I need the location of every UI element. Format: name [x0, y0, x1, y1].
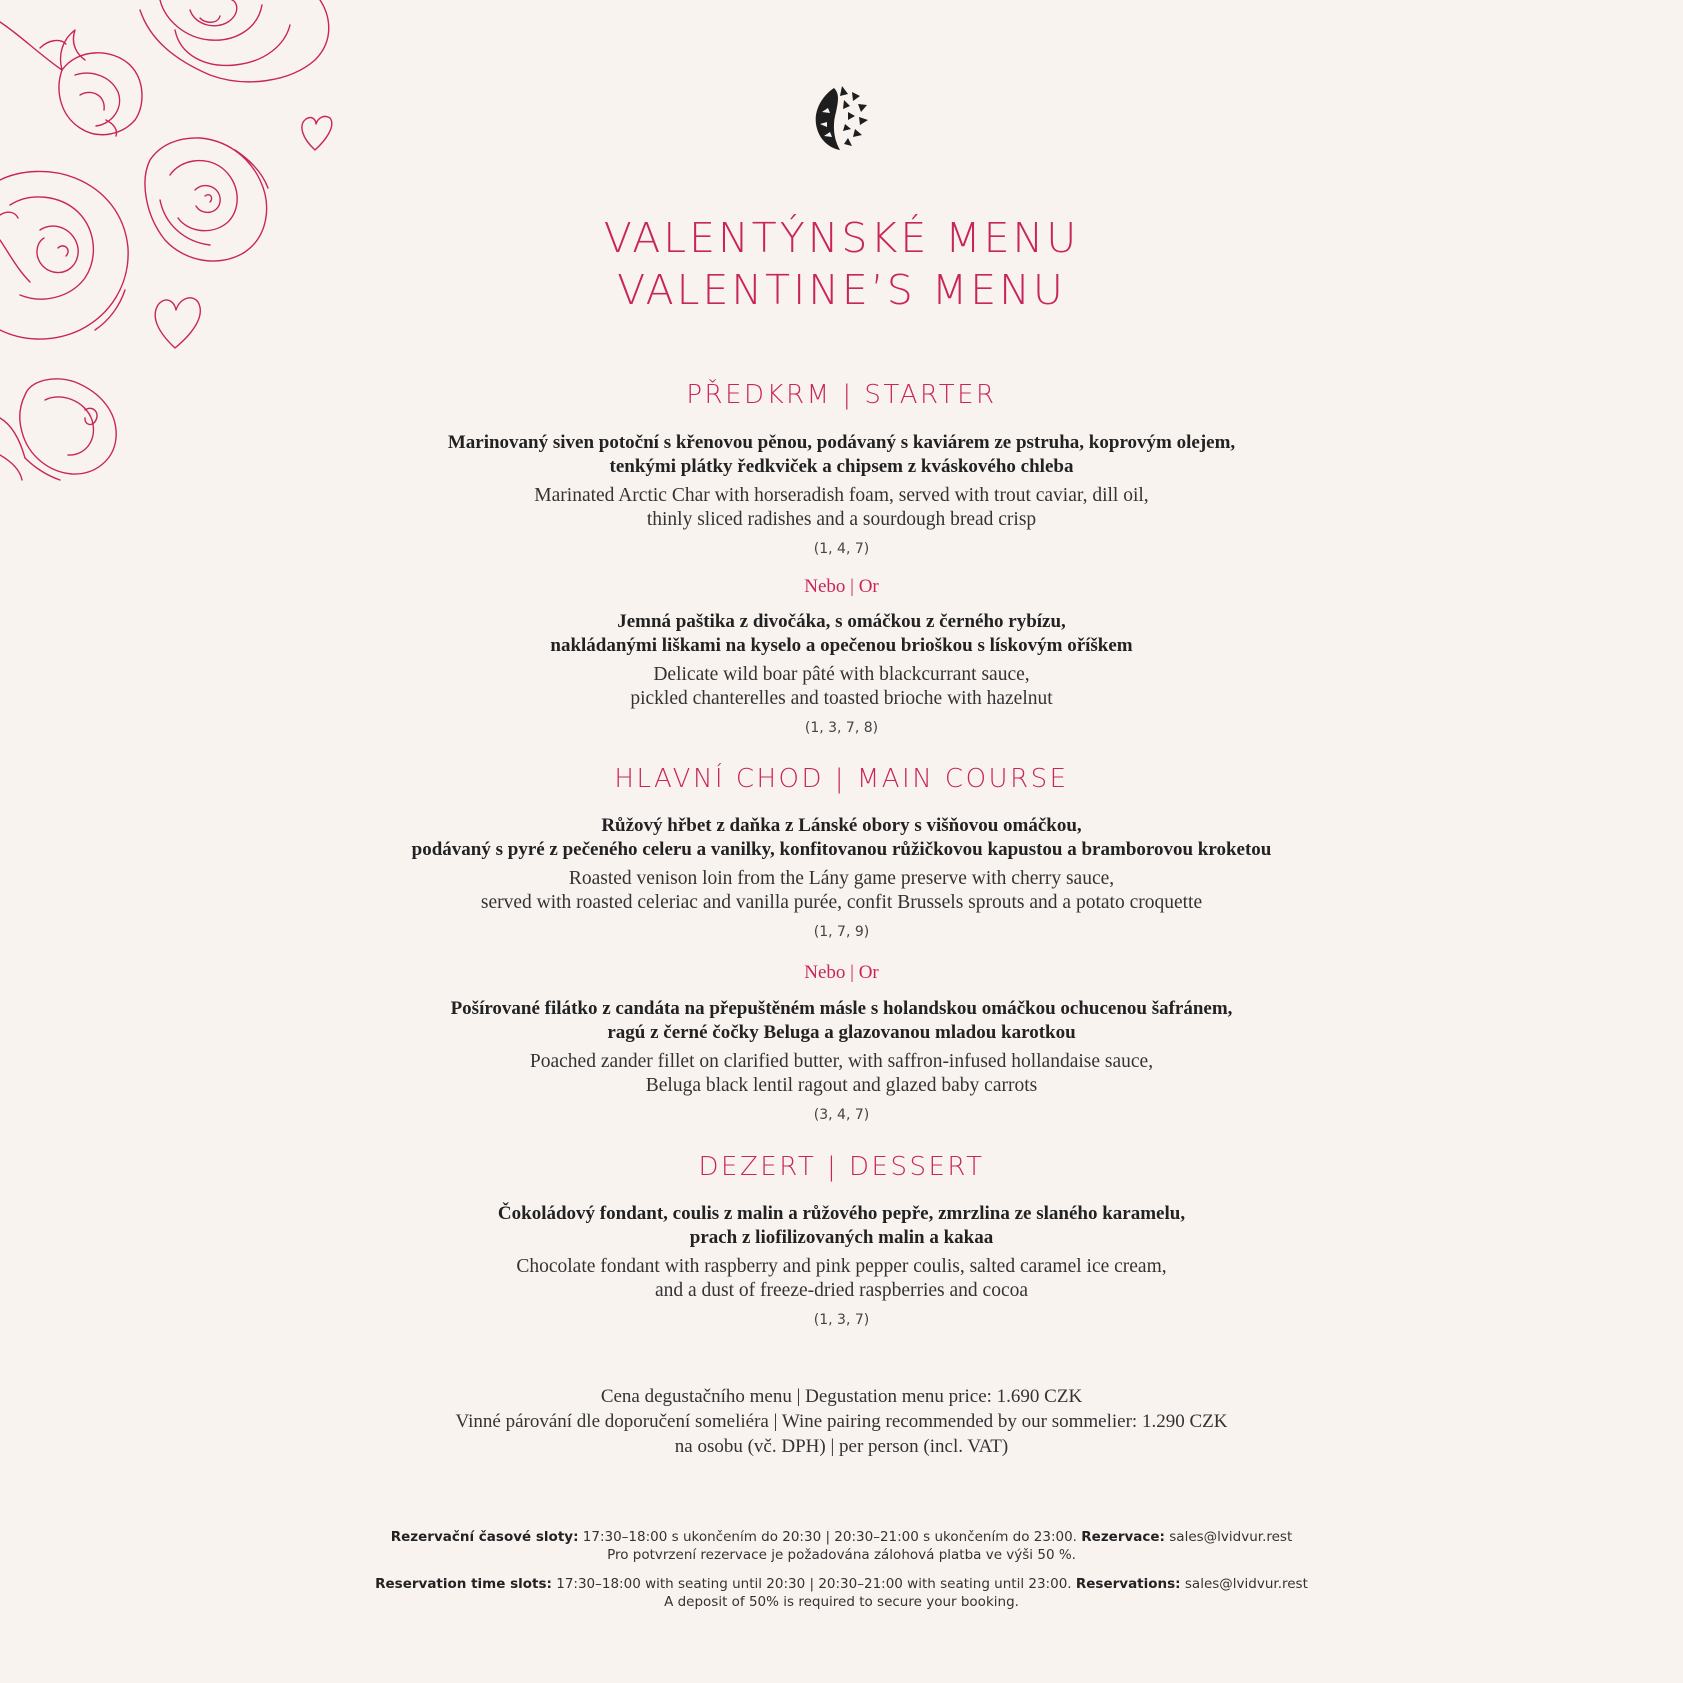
menu-price: Cena degustačního menu | Degustation menu price: 1.690 CZK [600, 1386, 1083, 1407]
dish-name-en: Marinated Arctic Char with horseradish foam, served with trout caviar, dill oil, thinly sliced radishes and a sourdough bread crisp [534, 485, 1149, 530]
section-heading-dessert: DEZERT | DESSERT [698, 1152, 985, 1182]
or-separator: Nebo | Or [804, 962, 879, 983]
slots-text: 17:30–18:00 with seating until 20:30 | 20:30–21:00 with seating until 23:00. [551, 1576, 1076, 1592]
wine-pairing-price: Vinné párování dle doporučení someliéra | Wine pairing recommended by our sommelier: 1.290 CZK [455, 1411, 1228, 1432]
dish-name-cz: Růžový hřbet z daňka z Lánské obory s višňovou omáčkou, podávaný s pyré z pečeného celeru a vanilky, konfitovanou růžičkovou kapustou a bramborovou kroketou [411, 815, 1272, 860]
slots-label: Reservation time slots: [375, 1576, 552, 1592]
reservation-label: Reservations: [1075, 1576, 1181, 1592]
allergens: (1, 3, 7, 8) [804, 720, 879, 736]
lion-tree-emblem-icon [812, 82, 872, 152]
section-heading-main: HLAVNÍ CHOD | MAIN COURSE [614, 764, 1069, 794]
per-person-note: na osobu (vč. DPH) | per person (incl. VAT) [674, 1436, 1009, 1457]
allergens: (1, 3, 7) [813, 1312, 870, 1328]
main-dish-1 [0, 814, 1683, 940]
dish-name-en: Poached zander fillet on clarified butter, with saffron-infused hollandaise sauce, Beluga black lentil ragout and glazed baby carrots [529, 1051, 1154, 1096]
main-dish-2 [0, 997, 1683, 1123]
starter-dish-1 [0, 431, 1683, 557]
reservation-label: Rezervace: [1081, 1529, 1165, 1545]
reservation-email[interactable]: sales@lvidvur.rest [1164, 1529, 1293, 1545]
dish-name-cz: Čokoládový fondant, coulis z malin a růžového pepře, zmrzlina ze slaného karamelu, prach z liofilizovaných malin a kakaa [497, 1203, 1186, 1248]
starter-dish-2 [0, 610, 1683, 736]
dish-name-cz: Jemná paštika z divočáka, s omáčkou z černého rybízu, nakládanými liškami na kyselo a opečenou brioškou s lískovým oříškem [550, 611, 1133, 656]
menu-title-cz: VALENTÝNSKÉ MENU [603, 214, 1080, 262]
menu-title-en: VALENTINE’S MENU [617, 266, 1066, 314]
allergens: (1, 4, 7) [813, 541, 870, 557]
or-separator: Nebo | Or [804, 576, 879, 597]
reservation-info-cz [0, 1528, 1683, 1564]
deposit-note: Pro potvrzení rezervace je požadována zálohová platba ve výši 50 %. [607, 1547, 1076, 1563]
allergens: (1, 7, 9) [813, 924, 870, 940]
allergens: (3, 4, 7) [813, 1107, 870, 1123]
price-info [0, 1384, 1683, 1459]
section-heading-starter: PŘEDKRM | STARTER [686, 380, 997, 410]
dessert-dish-1 [0, 1202, 1683, 1328]
dish-name-en: Chocolate fondant with raspberry and pink pepper coulis, salted caramel ice cream, and a dust of freeze-dried raspberries and cocoa [516, 1256, 1167, 1301]
dish-name-en: Delicate wild boar pâté with blackcurrant sauce, pickled chanterelles and toasted brioche with hazelnut [630, 664, 1053, 709]
deposit-note: A deposit of 50% is required to secure your booking. [664, 1594, 1019, 1610]
reservation-info-en [0, 1575, 1683, 1611]
slots-label: Rezervační časové sloty: [390, 1529, 579, 1545]
dish-name-cz: Marinovaný siven potoční s křenovou pěnou, podávaný s kaviárem ze pstruha, koprovým olejem, tenkými plátky ředkviček a chipsem z kváskového chleba [447, 432, 1236, 477]
dish-name-en: Roasted venison loin from the Lány game preserve with cherry sauce, served with roasted celeriac and vanilla purée, confit Brussels sprouts and a potato croquette [480, 868, 1203, 913]
slots-text: 17:30–18:00 s ukončením do 20:30 | 20:30–21:00 s ukončením do 23:00. [578, 1529, 1082, 1545]
dish-name-cz: Pošírované filátko z candáta na přepuštěném másle s holandskou omáčkou ochucenou šafránem, ragú z černé čočky Beluga a glazovanou mladou karotkou [450, 998, 1233, 1043]
reservation-email[interactable]: sales@lvidvur.rest [1180, 1576, 1308, 1592]
